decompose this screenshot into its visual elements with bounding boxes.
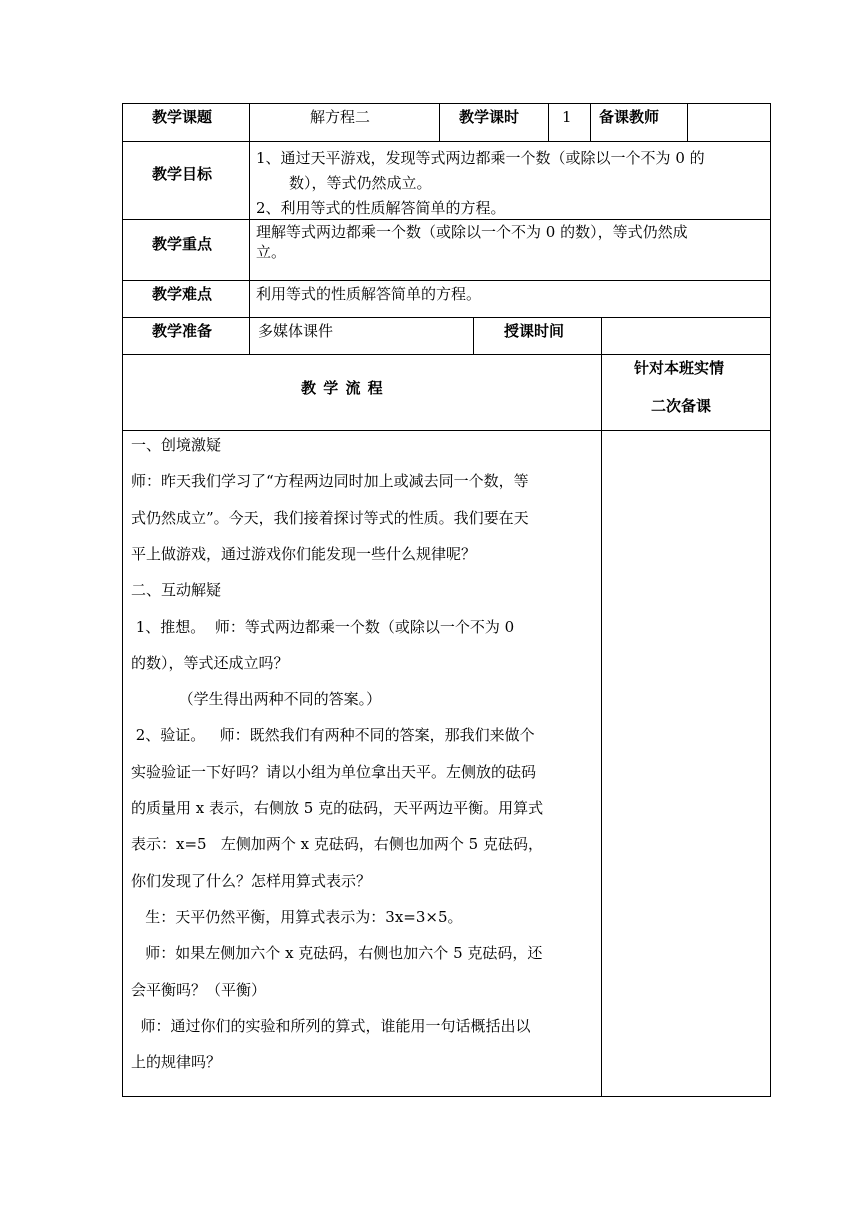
- process-line: 2、验证。 师：既然我们有两种不同的答案，那我们来做个: [131, 726, 535, 745]
- objectives-line: 2、利用等式的性质解答简单的方程。: [256, 199, 506, 217]
- topic-label: 教学课题: [152, 108, 213, 126]
- process-body: [131, 434, 601, 1094]
- col-divider: [548, 103, 549, 141]
- process-line: 表示：x=5 左侧加两个 x 克砝码，右侧也加两个 5 克砝码，: [131, 835, 543, 854]
- process-line: 实验验证一下好吗？请以小组为单位拿出天平。左侧放的砝码: [131, 762, 537, 781]
- process-line: 你们发现了什么？怎样用算式表示？: [131, 871, 372, 890]
- process-line: 的质量用 x 表示，右侧放 5 克的砝码，天平两边平衡。用算式: [131, 799, 544, 817]
- col-divider: [687, 103, 688, 141]
- col-divider: [249, 103, 250, 354]
- table-border-bottom: [122, 1096, 771, 1097]
- key-point-line: 理解等式两边都乘一个数（或除以一个不为 0 的数），等式仍然成: [256, 223, 688, 241]
- process-line: 式仍然成立”。今天，我们接着探讨等式的性质。我们要在天: [131, 508, 529, 527]
- col-divider: [601, 317, 602, 1097]
- difficulty-label: 教学难点: [152, 285, 213, 303]
- process-line: 上的规律吗？: [131, 1053, 222, 1072]
- process-line: 生：天平仍然平衡，用算式表示为：3x=3×5。: [131, 907, 463, 926]
- table-border-right: [770, 103, 771, 1097]
- key-point-label: 教学重点: [152, 235, 213, 253]
- preparation-label: 教学准备: [152, 322, 213, 340]
- row-divider: [122, 317, 771, 318]
- row-divider: [122, 219, 771, 220]
- row-divider: [122, 280, 771, 281]
- row-divider: [122, 354, 771, 355]
- preparation-value: 多媒体课件: [258, 322, 334, 340]
- table-border-top: [122, 103, 771, 104]
- process-line: 师：通过你们的实验和所列的算式，谁能用一句话概括出以: [131, 1016, 531, 1035]
- row-divider: [122, 430, 771, 431]
- col-divider: [590, 103, 591, 141]
- time-label: 授课时间: [504, 322, 565, 340]
- process-line: 师：昨天我们学习了“方程两边同时加上或减去同一个数，等: [131, 472, 529, 491]
- teacher-label: 备课教师: [599, 108, 660, 126]
- objectives-line: 数），等式仍然成立。: [289, 174, 432, 192]
- process-title: 教 学 流 程: [301, 379, 384, 397]
- objectives-line: 1、通过天平游戏，发现等式两边都乘一个数（或除以一个不为 0 的: [256, 149, 705, 167]
- topic-value: 解方程二: [310, 108, 371, 126]
- col-divider: [473, 317, 474, 354]
- period-value: 1: [562, 108, 572, 126]
- process-line: 的数），等式还成立吗？: [131, 653, 289, 672]
- key-point-line: 立。: [256, 243, 287, 261]
- side-heading: 针对本班实情: [634, 359, 725, 377]
- table-border-left: [122, 103, 123, 1097]
- side-heading: 二次备课: [651, 397, 712, 415]
- process-line: 一、创境激疑: [131, 436, 222, 454]
- process-line: 师：如果左侧加六个 x 克砝码，右侧也加六个 5 克砝码，还: [131, 944, 543, 963]
- process-line: 平上做游戏，通过游戏你们能发现一些什么规律呢？: [131, 544, 477, 563]
- process-line: 1、推想。 师：等式两边都乘一个数（或除以一个不为 0: [131, 617, 515, 636]
- process-line: 二、互动解疑: [131, 581, 222, 600]
- process-line: （学生得出两种不同的答案。）: [131, 690, 382, 709]
- difficulty-text: 利用等式的性质解答简单的方程。: [256, 285, 482, 303]
- row-divider: [122, 141, 771, 142]
- col-divider: [439, 103, 440, 141]
- period-label: 教学课时: [459, 108, 520, 126]
- objectives-label: 教学目标: [152, 165, 213, 183]
- process-line: 会平衡吗？（平衡）: [131, 980, 267, 999]
